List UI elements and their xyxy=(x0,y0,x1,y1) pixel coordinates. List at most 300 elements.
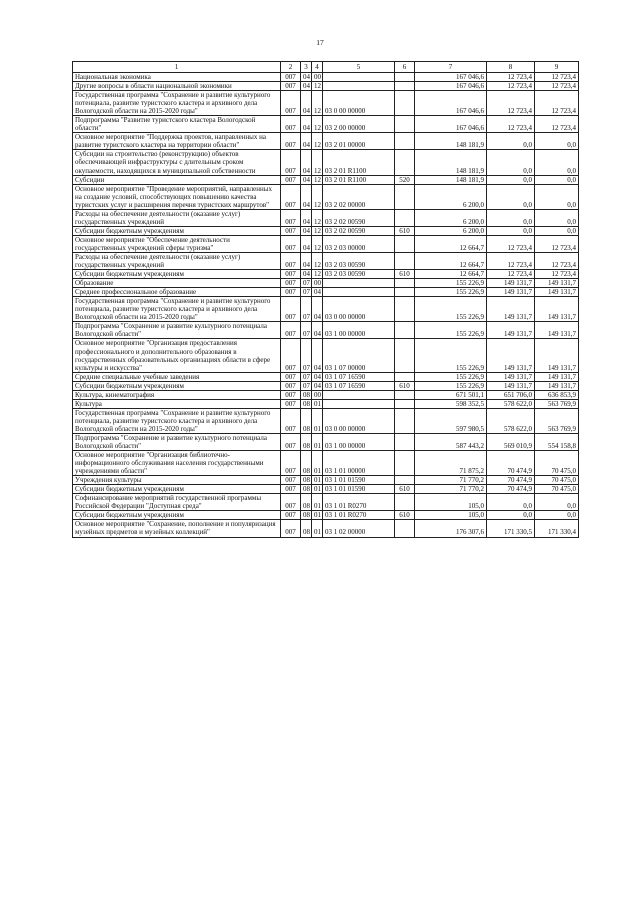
table-row xyxy=(73,485,579,494)
row-expense-type xyxy=(395,73,415,82)
row-name: Среднее профессиональное образование xyxy=(73,288,281,297)
row-admin-code: 007 xyxy=(281,279,301,288)
row-subsection: 04 xyxy=(312,381,323,390)
table-row xyxy=(73,91,579,116)
header-cell: 6 xyxy=(395,62,415,73)
row-section: 08 xyxy=(301,476,312,485)
table-row xyxy=(73,451,579,476)
row-name: Субсидии бюджетным учреждениям xyxy=(73,485,281,494)
row-amount-1: 598 352,5 xyxy=(415,399,487,408)
header-cell: 8 xyxy=(487,62,535,73)
row-amount-2: 569 010,9 xyxy=(487,433,535,450)
row-subsection: 12 xyxy=(312,184,323,209)
row-amount-3: 636 853,9 xyxy=(535,390,579,399)
row-name: Подпрограмма "Развитие туристского кластера Вологодской области" xyxy=(73,116,281,133)
row-subsection: 12 xyxy=(312,150,323,175)
row-admin-code: 007 xyxy=(281,209,301,226)
row-amount-1: 167 046,6 xyxy=(415,91,487,116)
row-amount-3: 149 131,7 xyxy=(535,322,579,339)
row-name: Расходы на обеспечение деятельности (оказание услуг) государственных учреждений xyxy=(73,252,281,269)
row-admin-code: 007 xyxy=(281,511,301,520)
row-section: 04 xyxy=(301,235,312,252)
row-name: Государственная программа "Сохранение и развитие культурного потенциала, развитие туристского кластера и архивного дела Вологодской области на 2015-2020 годы" xyxy=(73,297,281,322)
row-target-code xyxy=(323,82,395,91)
row-section: 08 xyxy=(301,399,312,408)
row-subsection: 12 xyxy=(312,133,323,150)
row-expense-type xyxy=(395,288,415,297)
row-admin-code: 007 xyxy=(281,381,301,390)
row-expense-type xyxy=(395,297,415,322)
row-amount-3: 149 131,7 xyxy=(535,288,579,297)
row-subsection: 00 xyxy=(312,390,323,399)
row-target-code: 03 1 02 00000 xyxy=(323,520,395,537)
row-admin-code: 007 xyxy=(281,235,301,252)
row-name: Подпрограмма "Сохранение и развитие культурного потенциала Вологодской области" xyxy=(73,433,281,450)
row-amount-3: 171 330,4 xyxy=(535,520,579,537)
row-expense-type xyxy=(395,399,415,408)
row-name: Образование xyxy=(73,279,281,288)
row-name: Средние специальные учебные заведения xyxy=(73,372,281,381)
row-subsection: 04 xyxy=(312,288,323,297)
row-target-code: 03 1 00 00000 xyxy=(323,322,395,339)
row-admin-code: 007 xyxy=(281,390,301,399)
row-expense-type xyxy=(395,91,415,116)
row-admin-code: 007 xyxy=(281,175,301,184)
row-amount-2: 12 723,4 xyxy=(487,270,535,279)
row-section: 04 xyxy=(301,175,312,184)
row-admin-code: 007 xyxy=(281,252,301,269)
row-amount-3: 70 475,0 xyxy=(535,451,579,476)
row-section: 08 xyxy=(301,511,312,520)
row-amount-2: 578 622,0 xyxy=(487,399,535,408)
row-amount-1: 105,0 xyxy=(415,494,487,511)
row-amount-2: 149 131,7 xyxy=(487,322,535,339)
header-cell: 1 xyxy=(73,62,281,73)
row-amount-3: 12 723,4 xyxy=(535,82,579,91)
table-row xyxy=(73,116,579,133)
row-expense-type xyxy=(395,408,415,433)
row-target-code xyxy=(323,279,395,288)
row-amount-2: 0,0 xyxy=(487,150,535,175)
row-amount-3: 12 723,4 xyxy=(535,270,579,279)
row-expense-type xyxy=(395,339,415,372)
row-expense-type xyxy=(395,235,415,252)
row-subsection: 01 xyxy=(312,433,323,450)
row-section: 07 xyxy=(301,279,312,288)
row-amount-1: 12 664,7 xyxy=(415,270,487,279)
row-amount-2: 70 474,9 xyxy=(487,476,535,485)
table-row xyxy=(73,433,579,450)
row-amount-1: 155 226,9 xyxy=(415,381,487,390)
row-amount-2: 70 474,9 xyxy=(487,451,535,476)
row-section: 04 xyxy=(301,116,312,133)
row-target-code: 03 1 01 R0270 xyxy=(323,494,395,511)
row-target-code: 03 0 00 00000 xyxy=(323,408,395,433)
table-row xyxy=(73,235,579,252)
table-row xyxy=(73,297,579,322)
row-name: Культура, кинематография xyxy=(73,390,281,399)
row-amount-2: 149 131,7 xyxy=(487,288,535,297)
row-subsection: 01 xyxy=(312,451,323,476)
row-amount-1: 155 226,9 xyxy=(415,322,487,339)
row-subsection: 04 xyxy=(312,322,323,339)
row-section: 08 xyxy=(301,494,312,511)
row-section: 07 xyxy=(301,381,312,390)
table-row xyxy=(73,408,579,433)
row-expense-type xyxy=(395,133,415,150)
row-subsection: 01 xyxy=(312,511,323,520)
row-amount-1: 155 226,9 xyxy=(415,372,487,381)
row-name: Подпрограмма "Сохранение и развитие культурного потенциала Вологодской области" xyxy=(73,322,281,339)
row-admin-code: 007 xyxy=(281,476,301,485)
row-amount-1: 167 046,6 xyxy=(415,116,487,133)
row-amount-2: 70 474,9 xyxy=(487,485,535,494)
row-name: Основное мероприятие "Организация предоставления профессионального и дополнительного образования в государственных образовательных организациях области в сфере культуры и искусства" xyxy=(73,339,281,372)
row-amount-2: 149 131,7 xyxy=(487,339,535,372)
row-admin-code: 007 xyxy=(281,520,301,537)
row-admin-code: 007 xyxy=(281,82,301,91)
row-amount-2: 0,0 xyxy=(487,511,535,520)
row-target-code: 03 1 01 01590 xyxy=(323,485,395,494)
row-name: Субсидии на строительство (реконструкцию) объектов обеспечивающей инфраструктуры с длительным сроком окупаемости, находящихся в муниципальной собственности xyxy=(73,150,281,175)
table-row xyxy=(73,82,579,91)
row-amount-2: 12 723,4 xyxy=(487,91,535,116)
row-admin-code: 007 xyxy=(281,184,301,209)
row-section: 04 xyxy=(301,91,312,116)
row-subsection: 12 xyxy=(312,116,323,133)
row-amount-2: 12 723,4 xyxy=(487,235,535,252)
row-amount-2: 12 723,4 xyxy=(487,82,535,91)
row-amount-3: 0,0 xyxy=(535,184,579,209)
table-row xyxy=(73,494,579,511)
row-amount-3: 0,0 xyxy=(535,150,579,175)
row-expense-type: 610 xyxy=(395,270,415,279)
row-section: 07 xyxy=(301,297,312,322)
row-amount-1: 105,0 xyxy=(415,511,487,520)
row-amount-2: 0,0 xyxy=(487,184,535,209)
row-subsection: 01 xyxy=(312,494,323,511)
row-expense-type xyxy=(395,372,415,381)
row-section: 08 xyxy=(301,520,312,537)
row-amount-1: 71 875,2 xyxy=(415,451,487,476)
row-name: Культура xyxy=(73,399,281,408)
row-amount-2: 171 330,5 xyxy=(487,520,535,537)
row-subsection: 00 xyxy=(312,279,323,288)
row-expense-type xyxy=(395,150,415,175)
row-subsection: 01 xyxy=(312,399,323,408)
row-target-code: 03 2 03 00590 xyxy=(323,270,395,279)
row-amount-3: 563 769,9 xyxy=(535,399,579,408)
row-name: Основное мероприятие "Сохранение, пополнение и популяризация музейных предметов и музейных коллекций" xyxy=(73,520,281,537)
row-section: 04 xyxy=(301,73,312,82)
row-target-code xyxy=(323,73,395,82)
row-section: 08 xyxy=(301,451,312,476)
header-cell: 4 xyxy=(312,62,323,73)
row-name: Основное мероприятие "Организация библиотечно-информационного обслуживания населения государственными учреждениями области" xyxy=(73,451,281,476)
row-amount-1: 12 664,7 xyxy=(415,235,487,252)
table-row xyxy=(73,226,579,235)
row-target-code: 03 2 01 R1100 xyxy=(323,175,395,184)
row-expense-type xyxy=(395,184,415,209)
row-amount-3: 12 723,4 xyxy=(535,91,579,116)
row-amount-2: 12 723,4 xyxy=(487,73,535,82)
table-row xyxy=(73,279,579,288)
row-amount-1: 12 664,7 xyxy=(415,252,487,269)
row-amount-2: 149 131,7 xyxy=(487,381,535,390)
row-amount-3: 149 131,7 xyxy=(535,339,579,372)
row-amount-3: 70 475,0 xyxy=(535,485,579,494)
table-row xyxy=(73,381,579,390)
table-row xyxy=(73,252,579,269)
row-section: 04 xyxy=(301,270,312,279)
row-admin-code: 007 xyxy=(281,399,301,408)
row-target-code: 03 2 03 00000 xyxy=(323,235,395,252)
row-admin-code: 007 xyxy=(281,451,301,476)
row-name: Национальная экономика xyxy=(73,73,281,82)
table-row xyxy=(73,339,579,372)
row-amount-3: 12 723,4 xyxy=(535,116,579,133)
row-amount-3: 0,0 xyxy=(535,511,579,520)
row-amount-1: 155 226,9 xyxy=(415,279,487,288)
row-expense-type xyxy=(395,433,415,450)
header-cell: 2 xyxy=(281,62,301,73)
row-amount-1: 71 770,2 xyxy=(415,485,487,494)
row-subsection: 12 xyxy=(312,226,323,235)
row-target-code xyxy=(323,399,395,408)
row-admin-code: 007 xyxy=(281,73,301,82)
row-amount-2: 12 723,4 xyxy=(487,252,535,269)
row-amount-1: 587 443,2 xyxy=(415,433,487,450)
row-admin-code: 007 xyxy=(281,288,301,297)
row-amount-3: 12 723,4 xyxy=(535,252,579,269)
row-section: 04 xyxy=(301,150,312,175)
row-amount-2: 0,0 xyxy=(487,209,535,226)
row-amount-3: 149 131,7 xyxy=(535,297,579,322)
row-amount-3: 70 475,0 xyxy=(535,476,579,485)
row-amount-3: 563 769,9 xyxy=(535,408,579,433)
table-row xyxy=(73,476,579,485)
row-amount-1: 155 226,9 xyxy=(415,288,487,297)
row-subsection: 01 xyxy=(312,408,323,433)
row-amount-2: 149 131,7 xyxy=(487,297,535,322)
row-admin-code: 007 xyxy=(281,339,301,372)
row-name: Софинансирование мероприятий государственной программы Российской Федерации "Доступная среда" xyxy=(73,494,281,511)
row-expense-type xyxy=(395,252,415,269)
row-expense-type xyxy=(395,476,415,485)
table-row xyxy=(73,390,579,399)
row-amount-2: 0,0 xyxy=(487,133,535,150)
header-cell: 3 xyxy=(301,62,312,73)
row-subsection: 12 xyxy=(312,270,323,279)
row-amount-3: 0,0 xyxy=(535,494,579,511)
row-section: 07 xyxy=(301,288,312,297)
row-admin-code: 007 xyxy=(281,270,301,279)
row-target-code xyxy=(323,390,395,399)
row-amount-1: 148 181,9 xyxy=(415,175,487,184)
row-section: 07 xyxy=(301,322,312,339)
row-amount-1: 167 046,6 xyxy=(415,82,487,91)
row-section: 08 xyxy=(301,433,312,450)
row-amount-3: 12 723,4 xyxy=(535,73,579,82)
row-subsection: 12 xyxy=(312,91,323,116)
row-expense-type xyxy=(395,116,415,133)
row-amount-3: 12 723,4 xyxy=(535,235,579,252)
row-target-code: 03 0 00 00000 xyxy=(323,297,395,322)
row-subsection: 04 xyxy=(312,372,323,381)
row-expense-type xyxy=(395,451,415,476)
table-row xyxy=(73,520,579,537)
row-section: 08 xyxy=(301,390,312,399)
row-amount-2: 0,0 xyxy=(487,494,535,511)
row-name: Учреждения культуры xyxy=(73,476,281,485)
table-row xyxy=(73,150,579,175)
row-amount-2: 651 706,0 xyxy=(487,390,535,399)
row-amount-1: 71 770,2 xyxy=(415,476,487,485)
header-cell: 5 xyxy=(323,62,395,73)
row-admin-code: 007 xyxy=(281,226,301,235)
row-amount-3: 149 131,7 xyxy=(535,372,579,381)
row-subsection: 12 xyxy=(312,235,323,252)
page-number: 17 xyxy=(316,38,324,47)
row-amount-3: 0,0 xyxy=(535,209,579,226)
row-target-code: 03 1 01 01590 xyxy=(323,476,395,485)
row-subsection: 12 xyxy=(312,82,323,91)
row-section: 08 xyxy=(301,408,312,433)
row-amount-2: 0,0 xyxy=(487,226,535,235)
row-expense-type: 610 xyxy=(395,511,415,520)
row-subsection: 12 xyxy=(312,175,323,184)
table-row xyxy=(73,133,579,150)
row-name: Основное мероприятие "Поддержка проектов, направленных на развитие туристского кластера на территории области" xyxy=(73,133,281,150)
row-amount-2: 149 131,7 xyxy=(487,279,535,288)
row-section: 04 xyxy=(301,184,312,209)
row-admin-code: 007 xyxy=(281,433,301,450)
row-subsection: 01 xyxy=(312,476,323,485)
row-name: Расходы на обеспечение деятельности (оказание услуг) государственных учреждений xyxy=(73,209,281,226)
row-name: Основное мероприятие "Обеспечение деятельности государственных учреждений сферы туризма" xyxy=(73,235,281,252)
row-amount-3: 149 131,7 xyxy=(535,381,579,390)
row-amount-1: 6 200,0 xyxy=(415,184,487,209)
row-admin-code: 007 xyxy=(281,485,301,494)
table-row xyxy=(73,184,579,209)
table-row xyxy=(73,288,579,297)
row-amount-2: 149 131,7 xyxy=(487,372,535,381)
table-row xyxy=(73,322,579,339)
row-name: Другие вопросы в области национальной экономики xyxy=(73,82,281,91)
row-amount-3: 0,0 xyxy=(535,175,579,184)
row-subsection: 01 xyxy=(312,520,323,537)
row-target-code: 03 1 01 00000 xyxy=(323,451,395,476)
table-row xyxy=(73,270,579,279)
table-row xyxy=(73,209,579,226)
row-target-code: 03 2 03 00590 xyxy=(323,252,395,269)
row-amount-1: 155 226,9 xyxy=(415,297,487,322)
row-section: 04 xyxy=(301,252,312,269)
row-expense-type xyxy=(395,322,415,339)
row-expense-type xyxy=(395,82,415,91)
row-target-code: 03 1 07 16590 xyxy=(323,381,395,390)
row-expense-type: 610 xyxy=(395,381,415,390)
row-target-code: 03 1 07 16590 xyxy=(323,372,395,381)
table-row xyxy=(73,372,579,381)
row-target-code: 03 1 00 00000 xyxy=(323,433,395,450)
row-name: Субсидии бюджетным учреждениям xyxy=(73,511,281,520)
row-amount-1: 155 226,9 xyxy=(415,339,487,372)
row-amount-3: 0,0 xyxy=(535,133,579,150)
row-name: Субсидии бюджетным учреждениям xyxy=(73,381,281,390)
row-admin-code: 007 xyxy=(281,372,301,381)
row-target-code: 03 0 00 00000 xyxy=(323,91,395,116)
table-row xyxy=(73,511,579,520)
table-row xyxy=(73,73,579,82)
row-expense-type: 520 xyxy=(395,175,415,184)
row-amount-3: 554 158,8 xyxy=(535,433,579,450)
row-target-code: 03 2 02 00590 xyxy=(323,226,395,235)
row-target-code: 03 2 02 00590 xyxy=(323,209,395,226)
row-expense-type xyxy=(395,520,415,537)
row-amount-1: 597 980,5 xyxy=(415,408,487,433)
row-section: 08 xyxy=(301,485,312,494)
row-amount-3: 0,0 xyxy=(535,226,579,235)
row-section: 04 xyxy=(301,226,312,235)
row-subsection: 01 xyxy=(312,485,323,494)
row-admin-code: 007 xyxy=(281,116,301,133)
row-admin-code: 007 xyxy=(281,322,301,339)
row-amount-1: 167 046,6 xyxy=(415,73,487,82)
row-name: Субсидии бюджетным учреждениям xyxy=(73,226,281,235)
row-admin-code: 007 xyxy=(281,133,301,150)
row-target-code xyxy=(323,288,395,297)
row-amount-1: 148 181,9 xyxy=(415,150,487,175)
row-target-code: 03 2 02 00000 xyxy=(323,184,395,209)
row-section: 04 xyxy=(301,209,312,226)
row-amount-3: 149 131,7 xyxy=(535,279,579,288)
row-expense-type xyxy=(395,279,415,288)
row-expense-type: 610 xyxy=(395,485,415,494)
row-amount-1: 671 501,1 xyxy=(415,390,487,399)
row-amount-1: 6 200,0 xyxy=(415,226,487,235)
row-target-code: 03 1 07 00000 xyxy=(323,339,395,372)
row-target-code: 03 2 01 R1100 xyxy=(323,150,395,175)
row-amount-2: 0,0 xyxy=(487,175,535,184)
row-subsection: 12 xyxy=(312,252,323,269)
row-amount-1: 6 200,0 xyxy=(415,209,487,226)
table-row xyxy=(73,175,579,184)
header-cell: 9 xyxy=(535,62,579,73)
row-subsection: 04 xyxy=(312,339,323,372)
header-cell: 7 xyxy=(415,62,487,73)
row-target-code: 03 2 00 00000 xyxy=(323,116,395,133)
row-section: 04 xyxy=(301,82,312,91)
row-amount-2: 12 723,4 xyxy=(487,116,535,133)
row-section: 07 xyxy=(301,372,312,381)
row-section: 07 xyxy=(301,339,312,372)
row-expense-type xyxy=(395,209,415,226)
row-subsection: 00 xyxy=(312,73,323,82)
table-row xyxy=(73,399,579,408)
row-amount-1: 176 307,6 xyxy=(415,520,487,537)
row-subsection: 04 xyxy=(312,297,323,322)
row-expense-type: 610 xyxy=(395,226,415,235)
row-expense-type xyxy=(395,494,415,511)
row-target-code: 03 1 01 R0270 xyxy=(323,511,395,520)
row-section: 04 xyxy=(301,133,312,150)
row-amount-2: 578 622,0 xyxy=(487,408,535,433)
row-admin-code: 007 xyxy=(281,408,301,433)
row-name: Основное мероприятие "Проведение мероприятий, направленных на создание условий, способствующих повышению качества туристских услуг и расширения перечня туристских маршрутов" xyxy=(73,184,281,209)
table-body xyxy=(73,73,579,538)
row-admin-code: 007 xyxy=(281,91,301,116)
